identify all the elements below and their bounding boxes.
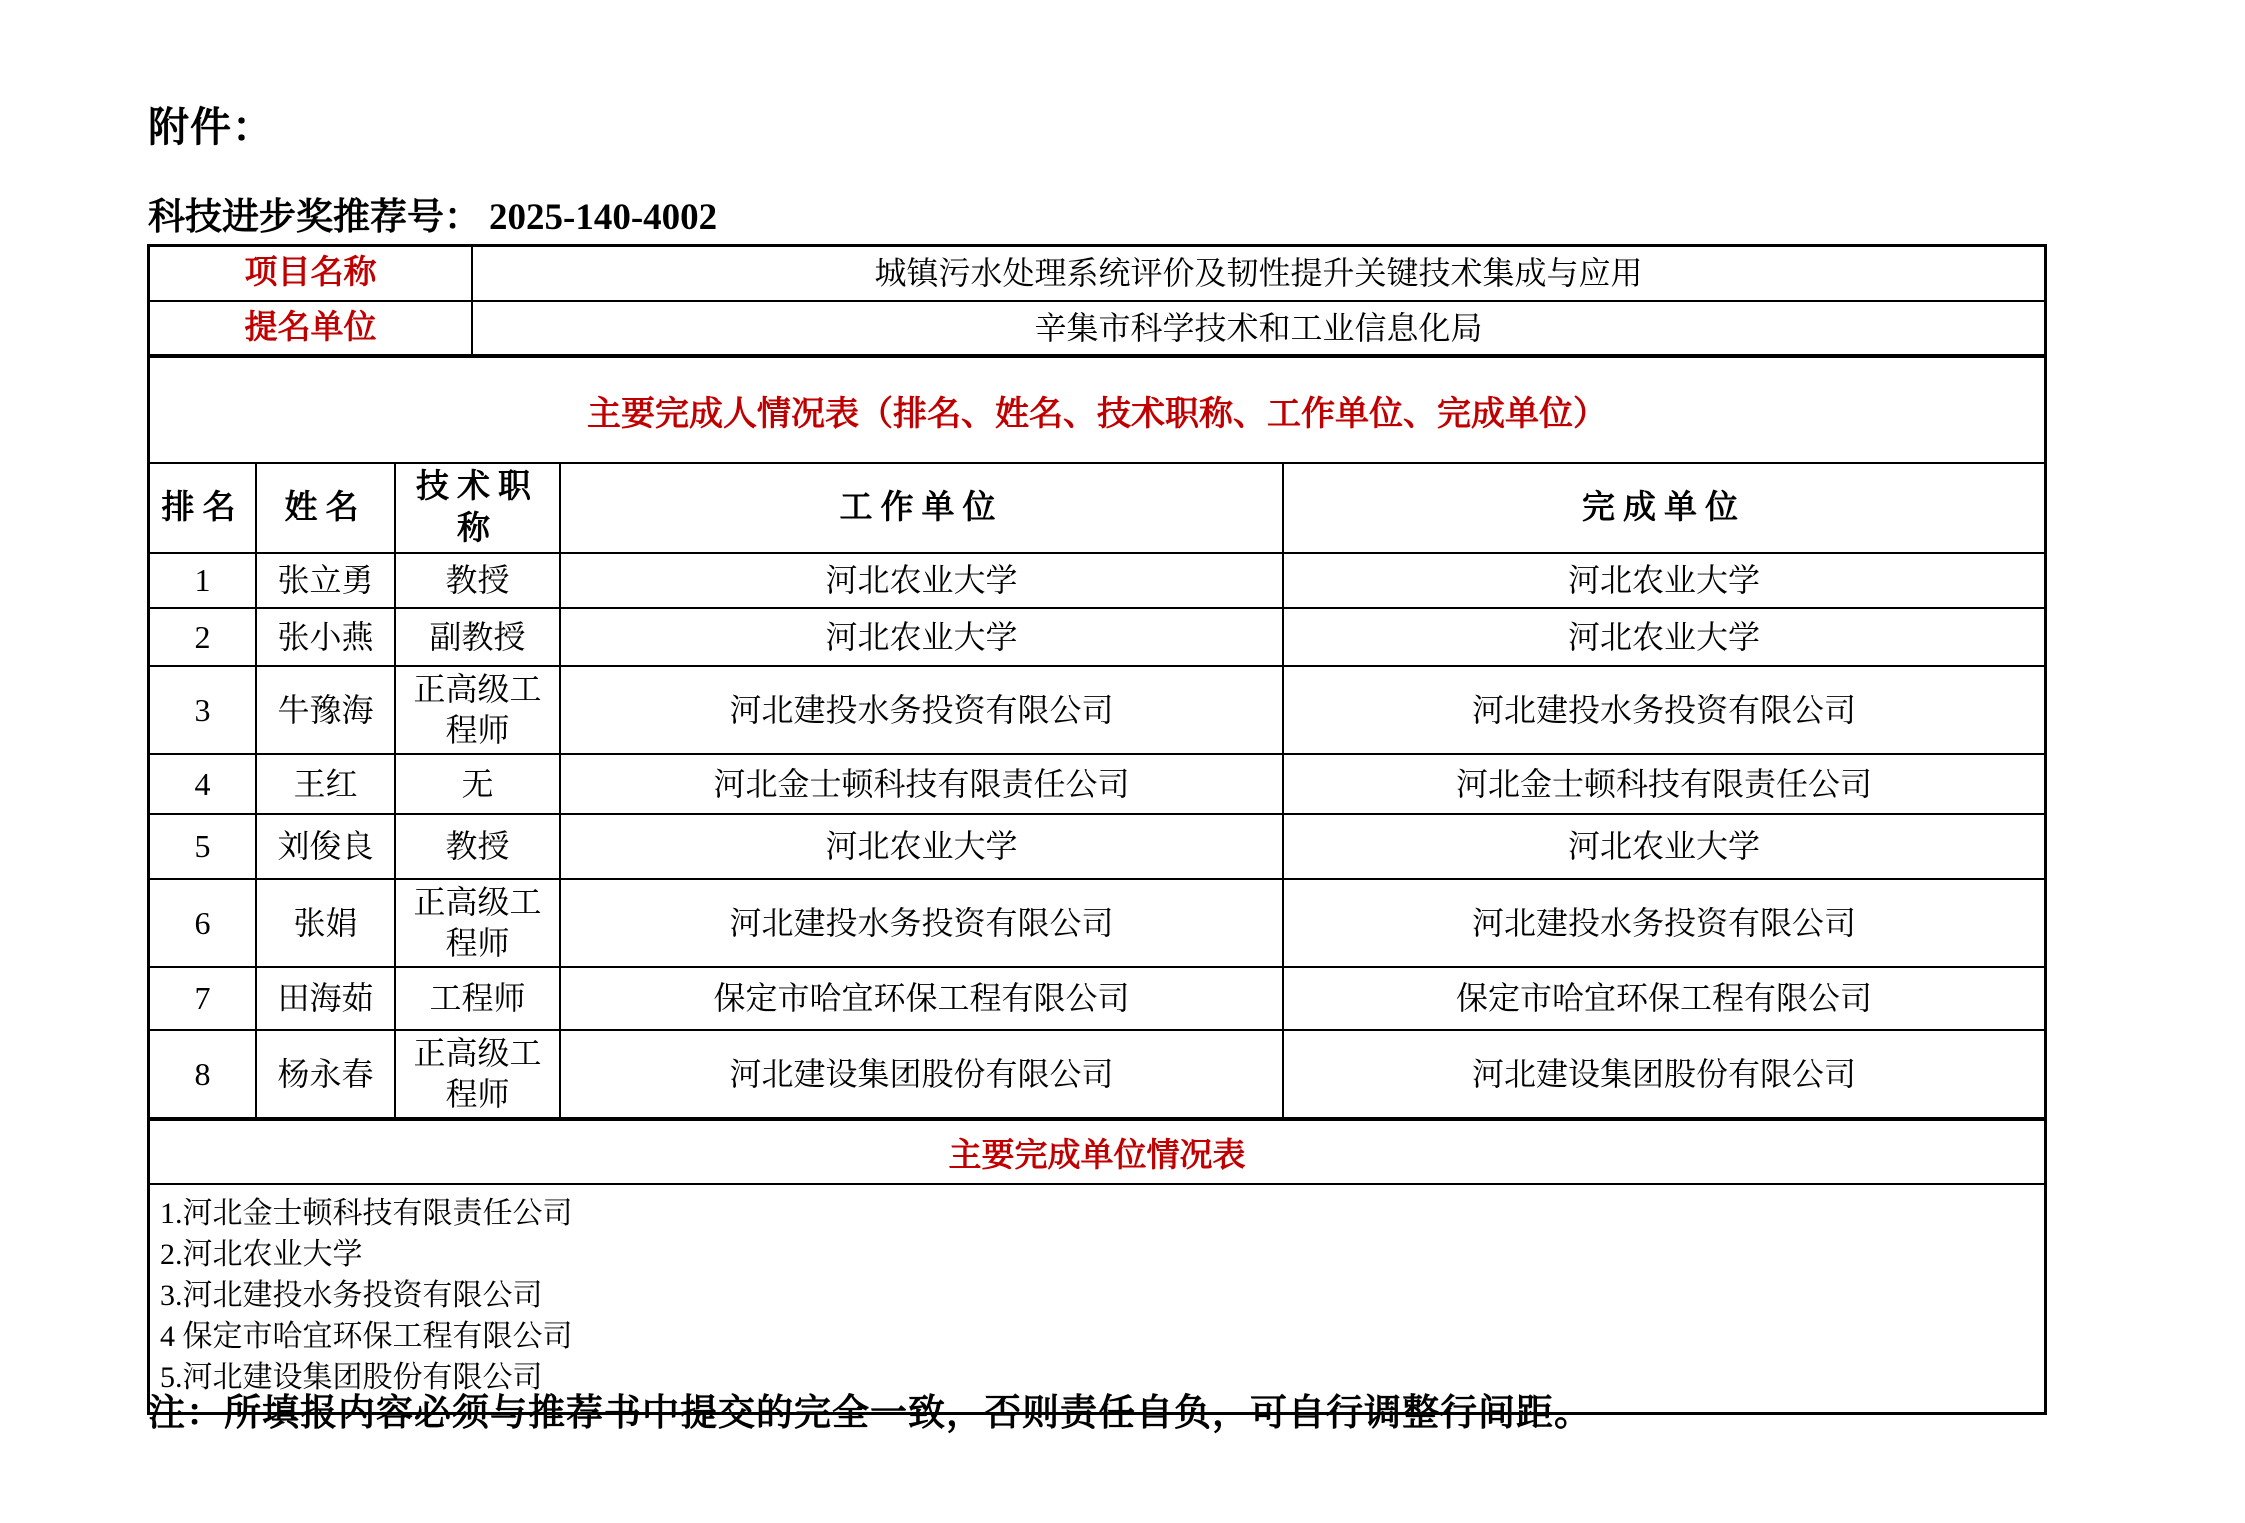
cell-name: 张娟 xyxy=(256,879,395,967)
list-item: 3.河北建投水务投资有限公司 xyxy=(160,1279,543,1313)
cell-title: 工程师 xyxy=(395,967,560,1030)
table-row xyxy=(150,967,2044,1030)
cell-title: 副教授 xyxy=(395,608,560,666)
cell-title: 无 xyxy=(395,754,560,814)
completion-units-list xyxy=(150,1183,2044,1412)
table-row xyxy=(150,754,2044,814)
column-header-name: 姓名 xyxy=(256,463,395,553)
cell-completion-unit: 河北建投水务投资有限公司 xyxy=(1283,666,2044,754)
cell-name: 牛豫海 xyxy=(256,666,395,754)
attachment-label: 附件： xyxy=(148,104,274,150)
completers-table xyxy=(150,462,2044,1119)
cell-completion-unit: 河北农业大学 xyxy=(1283,553,2044,608)
nominating-unit-value: 辛集市科学技术和工业信息化局 xyxy=(472,301,2044,355)
cell-rank: 8 xyxy=(150,1030,256,1118)
cell-work-unit: 河北农业大学 xyxy=(560,553,1283,608)
cell-name: 张小燕 xyxy=(256,608,395,666)
cell-title: 正高级工程师 xyxy=(395,1030,560,1118)
cell-rank: 1 xyxy=(150,553,256,608)
cell-completion-unit: 保定市哈宜环保工程有限公司 xyxy=(1283,967,2044,1030)
cell-rank: 2 xyxy=(150,608,256,666)
cell-work-unit: 河北农业大学 xyxy=(560,608,1283,666)
completers-section-title: 主要完成人情况表（排名、姓名、技术职称、工作单位、完成单位） xyxy=(150,356,2044,462)
footer-note: 注：所填报内容必须与推荐书中提交的完全一致，否则责任自负，可自行调整行间距。 xyxy=(148,1392,1592,1433)
cell-work-unit: 河北建设集团股份有限公司 xyxy=(560,1030,1283,1118)
project-name-row xyxy=(150,247,2044,301)
project-info-table xyxy=(150,247,2044,356)
cell-completion-unit: 河北金士顿科技有限责任公司 xyxy=(1283,754,2044,814)
list-item: 5.河北建设集团股份有限公司 xyxy=(160,1361,543,1395)
cell-rank: 3 xyxy=(150,666,256,754)
cell-work-unit: 河北建投水务投资有限公司 xyxy=(560,666,1283,754)
cell-work-unit: 河北农业大学 xyxy=(560,814,1283,879)
cell-work-unit: 河北金士顿科技有限责任公司 xyxy=(560,754,1283,814)
list-item: 2.河北农业大学 xyxy=(160,1238,363,1272)
table-row xyxy=(150,879,2044,967)
table-row xyxy=(150,1030,2044,1118)
table-row xyxy=(150,608,2044,666)
column-header-rank: 排名 xyxy=(150,463,256,553)
cell-rank: 4 xyxy=(150,754,256,814)
table-row xyxy=(150,814,2044,879)
column-header-title: 技术职称 xyxy=(395,463,560,553)
table-row xyxy=(150,553,2044,608)
award-form-table xyxy=(147,244,2047,1415)
column-header-completion-unit: 完成单位 xyxy=(1283,463,2044,553)
cell-name: 田海茹 xyxy=(256,967,395,1030)
list-item: 4 保定市哈宜环保工程有限公司 xyxy=(160,1320,573,1354)
cell-work-unit: 河北建投水务投资有限公司 xyxy=(560,879,1283,967)
cell-title: 正高级工程师 xyxy=(395,879,560,967)
table-row xyxy=(150,666,2044,754)
recommendation-number-line xyxy=(148,186,717,240)
cell-rank: 6 xyxy=(150,879,256,967)
cell-completion-unit: 河北农业大学 xyxy=(1283,814,2044,879)
recommendation-label: 科技进步奖推荐号： xyxy=(148,197,481,238)
column-header-work-unit: 工作单位 xyxy=(560,463,1283,553)
cell-title: 正高级工程师 xyxy=(395,666,560,754)
project-name-label: 项目名称 xyxy=(150,247,472,301)
cell-name: 张立勇 xyxy=(256,553,395,608)
cell-completion-unit: 河北建设集团股份有限公司 xyxy=(1283,1030,2044,1118)
recommendation-number: 2025-140-4002 xyxy=(489,197,718,238)
cell-name: 刘俊良 xyxy=(256,814,395,879)
cell-completion-unit: 河北建投水务投资有限公司 xyxy=(1283,879,2044,967)
cell-completion-unit: 河北农业大学 xyxy=(1283,608,2044,666)
cell-title: 教授 xyxy=(395,814,560,879)
cell-name: 杨永春 xyxy=(256,1030,395,1118)
cell-rank: 7 xyxy=(150,967,256,1030)
cell-rank: 5 xyxy=(150,814,256,879)
cell-title: 教授 xyxy=(395,553,560,608)
nominating-unit-label: 提名单位 xyxy=(150,301,472,355)
nominating-unit-row xyxy=(150,301,2044,355)
units-section-title: 主要完成单位情况表 xyxy=(150,1119,2044,1183)
cell-work-unit: 保定市哈宜环保工程有限公司 xyxy=(560,967,1283,1030)
completers-header-row xyxy=(150,463,2044,553)
cell-name: 王红 xyxy=(256,754,395,814)
list-item: 1.河北金士顿科技有限责任公司 xyxy=(160,1197,573,1231)
project-name-value: 城镇污水处理系统评价及韧性提升关键技术集成与应用 xyxy=(472,247,2044,301)
